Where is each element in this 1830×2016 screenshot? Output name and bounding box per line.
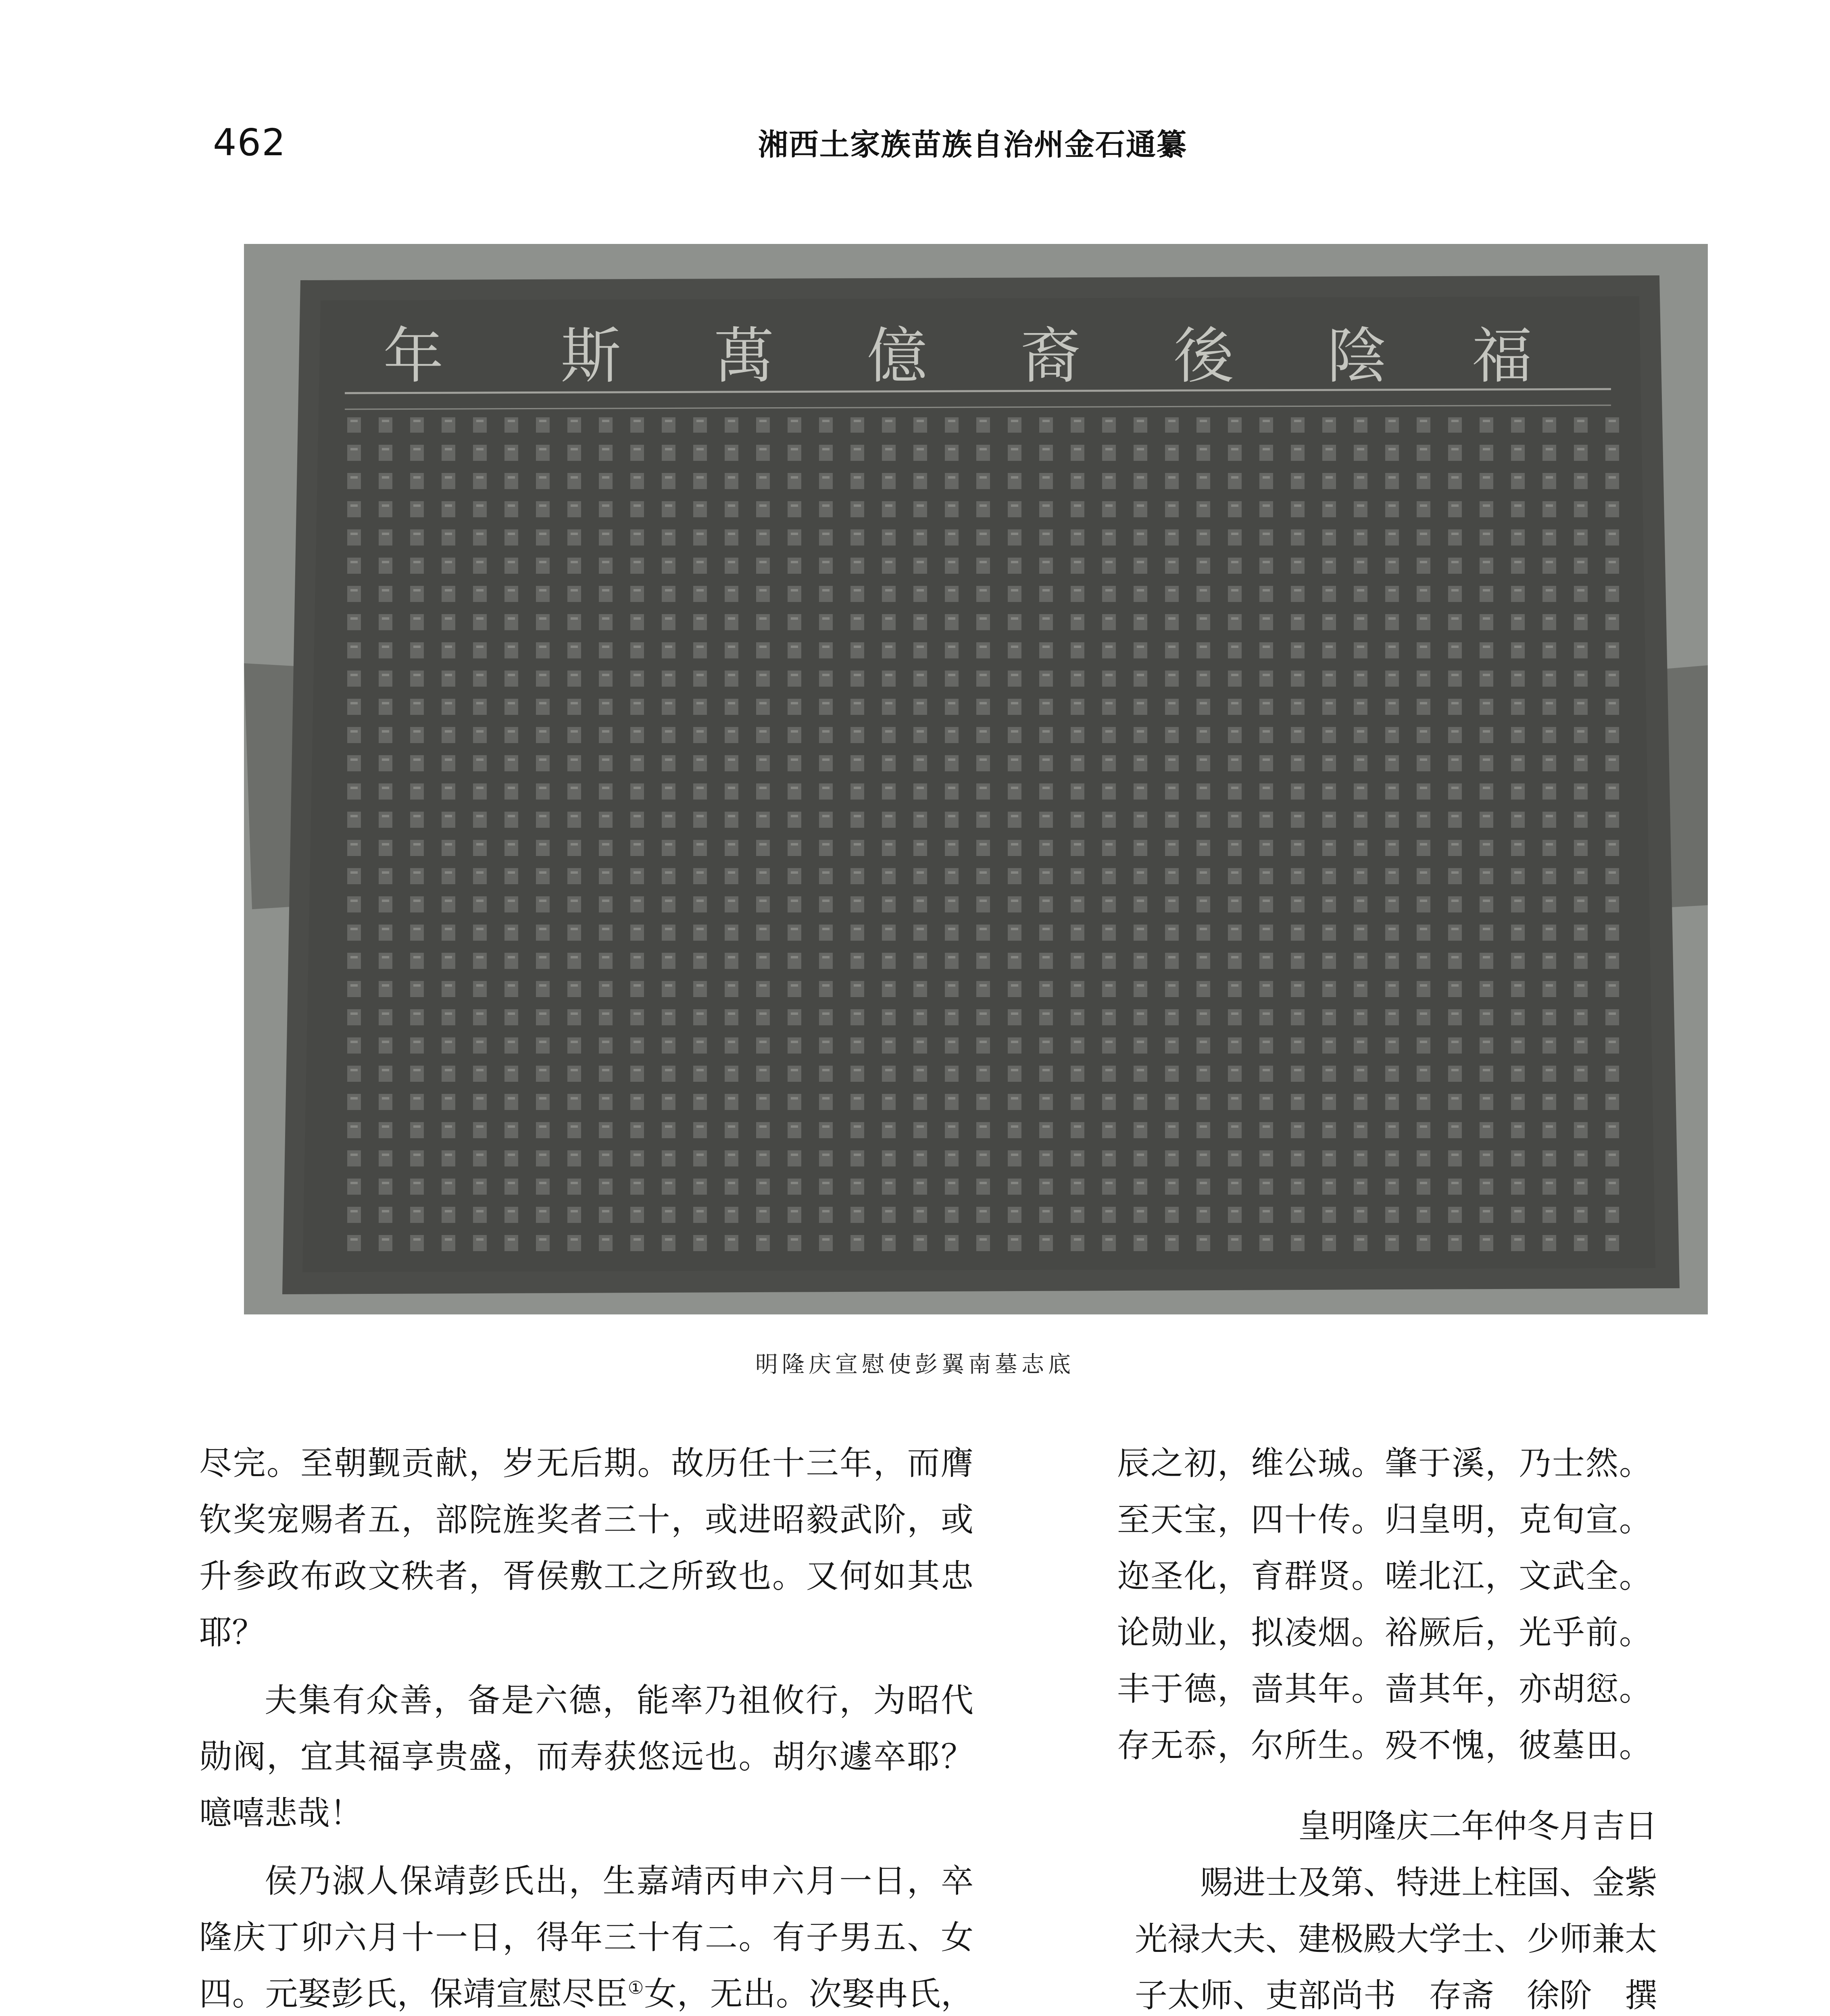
inscription-line: 至天宝，四十传。归皇明，克旬宣。: [1117, 1501, 1653, 1539]
inscription-line: 辰之初，维公珹。肇于溪，乃士然。: [1117, 1445, 1653, 1483]
running-title: 湘西土家族苗族自治州金石通纂: [758, 127, 1187, 162]
seal-character: 億: [867, 321, 928, 392]
body-left-column: [199, 1435, 973, 2016]
signature-line: 皇明隆庆二年仲冬月吉日: [1298, 1808, 1657, 1845]
inscription-line: 论勋业，拟凌烟。裕厥后，光乎前。: [1117, 1614, 1653, 1652]
body-paragraph: 夫集有众善，备是六德，能率乃祖攸行，为昭代勋阀，宜其福享贵盛，而寿获悠远也。胡尔遽卒耶？噫嘻悲哉！: [199, 1682, 973, 1833]
seal-character: 裔: [1020, 321, 1081, 392]
page-number: 462: [213, 121, 286, 164]
family-text-part2: 女，无出。次娶冉氏，: [644, 1975, 973, 2013]
inscription-line: 存无忝，尔所生。殁不愧，彼墓田。: [1117, 1727, 1653, 1765]
seal-character: 年: [383, 321, 444, 392]
family-text-part1: 侯乃淑人保靖彭氏出，生嘉靖丙申六月一日，卒隆庆丁卯六月十一日，得年三十有二。有子男五、女四。元娶彭氏，保靖宣慰尽臣: [199, 1862, 973, 2013]
body-paragraph-family: [199, 1853, 973, 2016]
photo-caption: 明隆庆宣慰使彭翼南墓志底: [755, 1352, 1075, 1378]
footnote-reference: ①: [627, 1978, 644, 1998]
signature-line: 赐进士及第、特进上柱国、金紫: [1200, 1864, 1657, 1902]
seal-character: 斯: [560, 321, 621, 392]
seal-character: 陰: [1326, 321, 1388, 392]
signature-line: 子太师、吏部尚书 存斋 徐阶 撰: [1134, 1977, 1657, 2015]
author-signature: [1036, 1798, 1657, 2016]
tablet-photo: [244, 244, 1708, 1314]
inscription-line: 丰于德，啬其年。啬其年，亦胡愆。: [1117, 1670, 1653, 1708]
seal-character: 萬: [713, 321, 775, 392]
signature-line: 光禄大夫、建极殿大学士、少师兼太: [1134, 1920, 1657, 1958]
inscription-verse: [1036, 1435, 1657, 1774]
seal-character: 後: [1173, 321, 1234, 392]
body-paragraph: 尽完。至朝觐贡献，岁无后期。故历任十三年，而膺钦奖宠赐者五，部院旌奖者三十，或进昭毅武阶，或升参政布政文秩者，胥侯敷工之所致也。又何如其忠耶？: [199, 1445, 973, 1652]
inscription-line: 迩圣化，育群贤。嗟北江，文武全。: [1117, 1558, 1653, 1595]
seal-character: 福: [1472, 321, 1533, 392]
body-right-column: [1036, 1435, 1657, 2016]
